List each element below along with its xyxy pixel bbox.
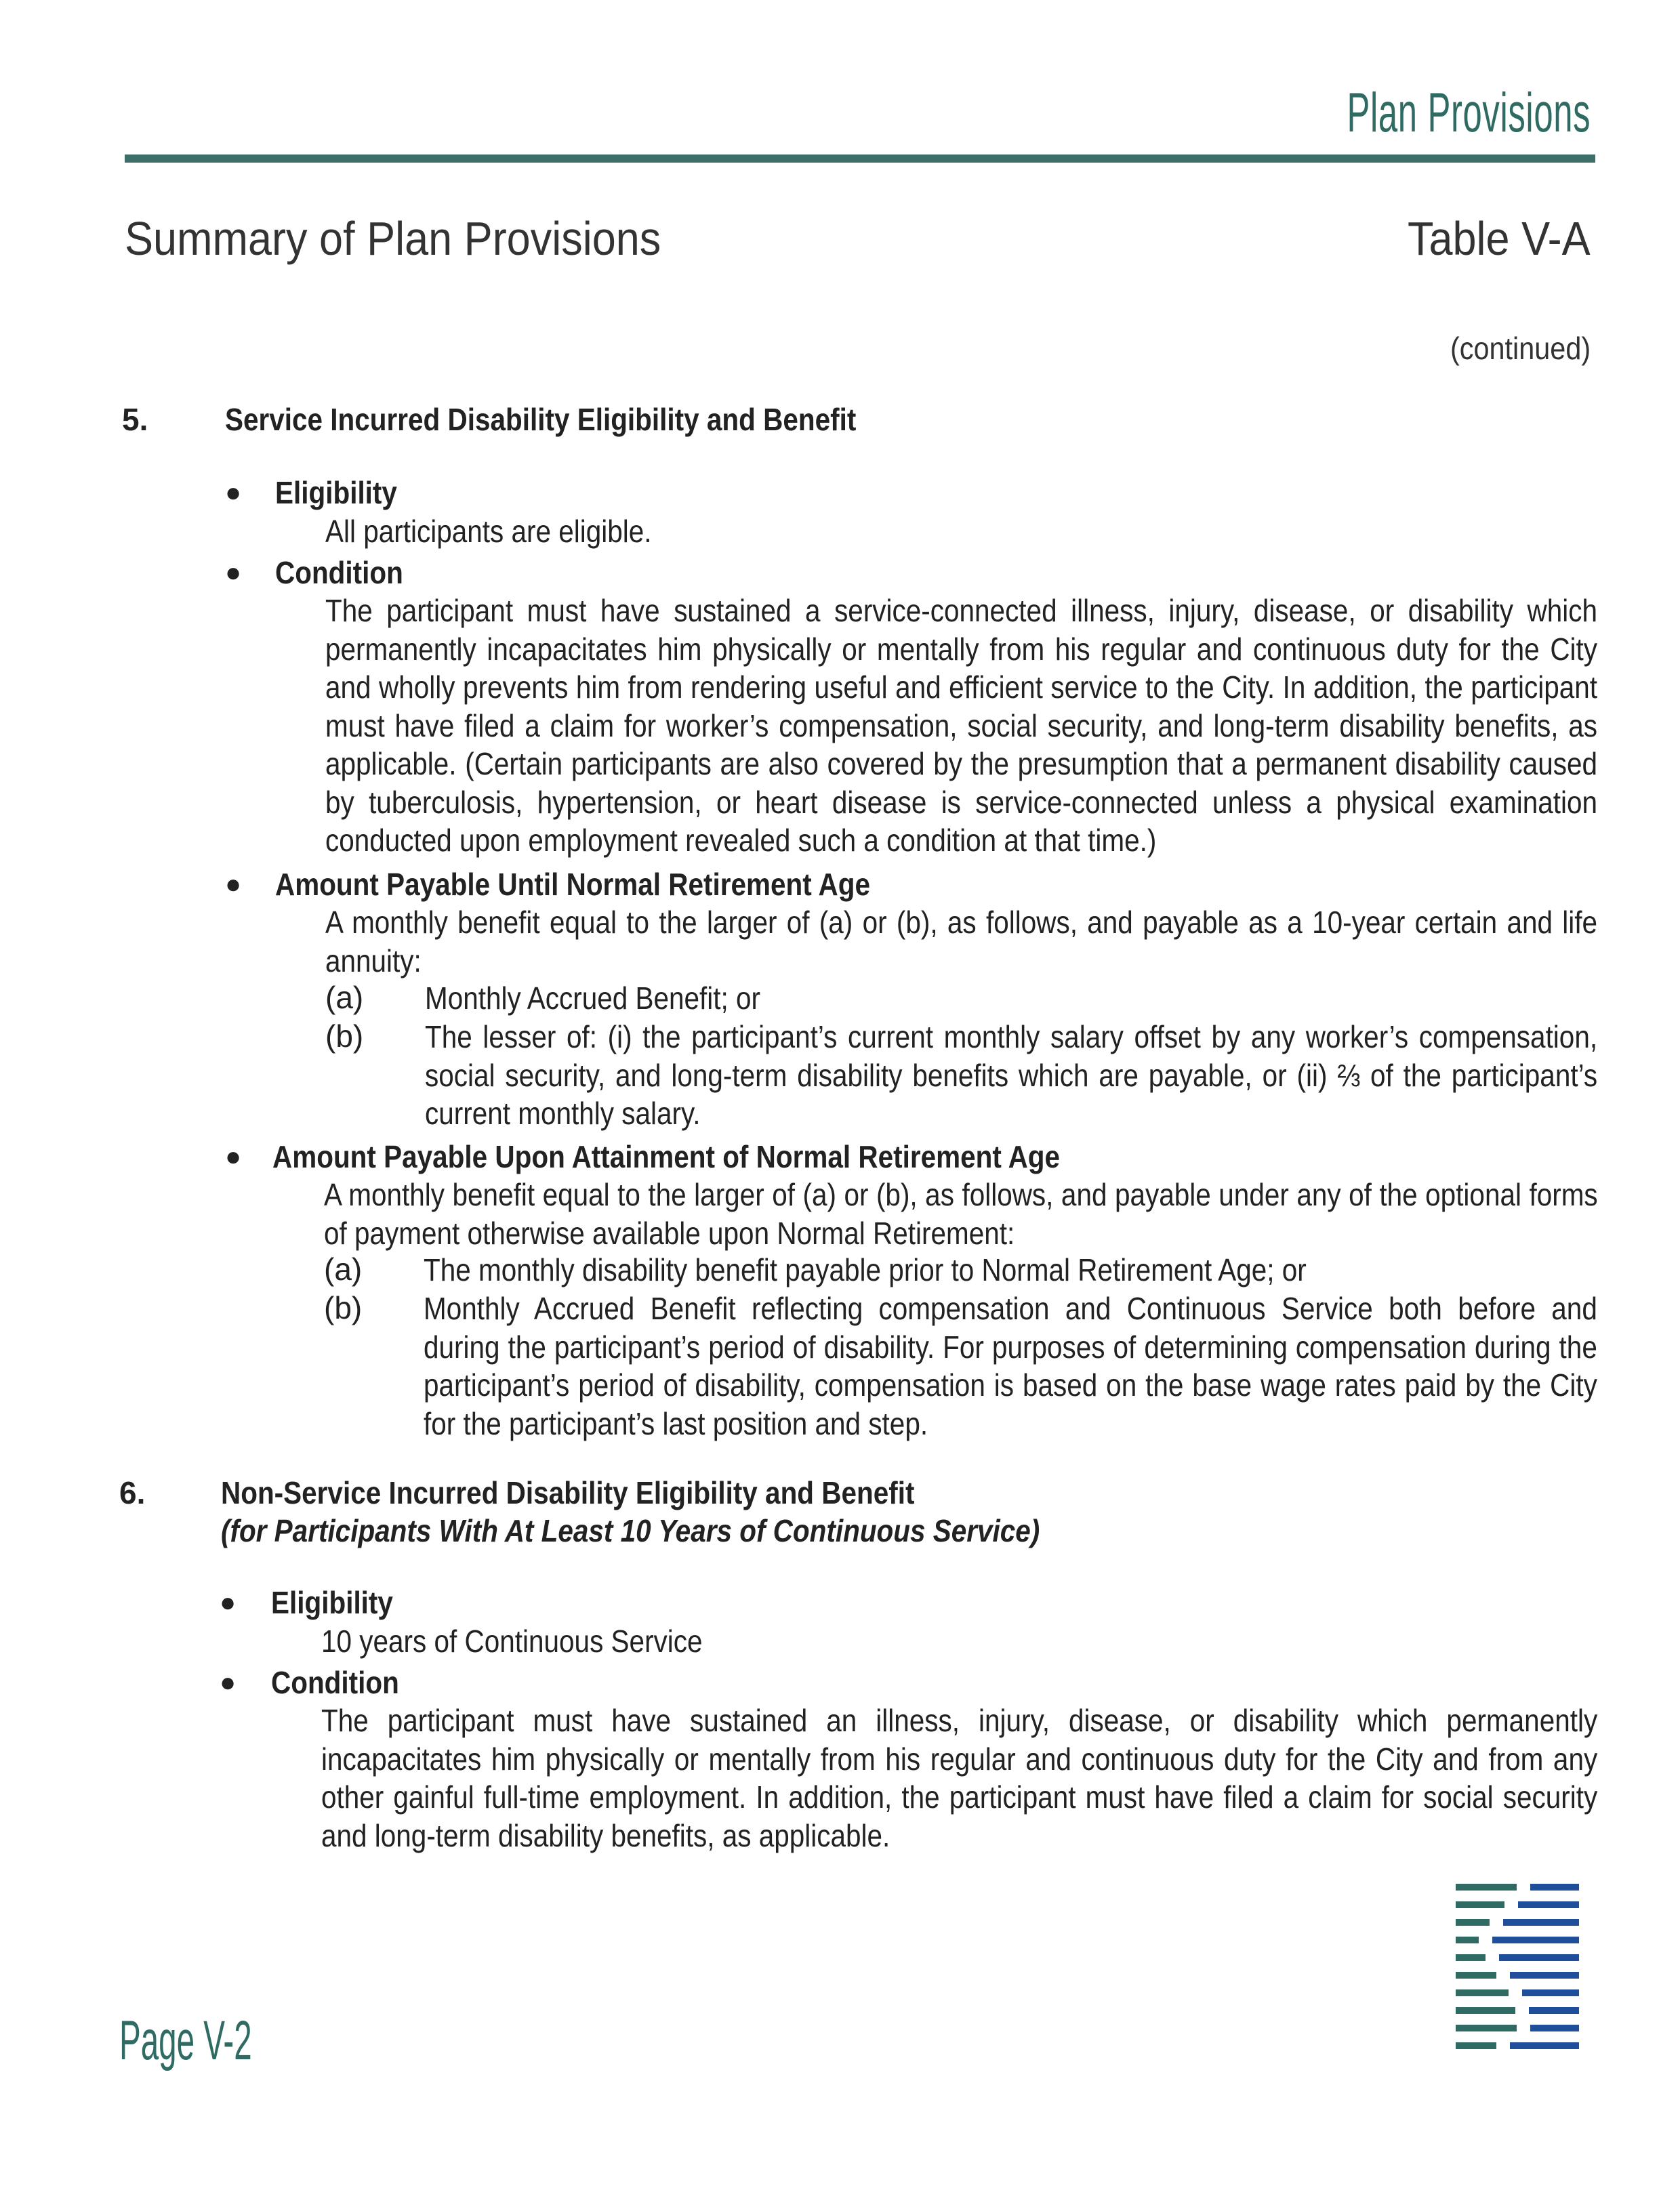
item-heading: Eligibility bbox=[275, 475, 397, 510]
bullet-icon: ● bbox=[225, 558, 242, 587]
bullet-icon: ● bbox=[225, 869, 242, 899]
sub-item-label: (a) bbox=[324, 1252, 363, 1287]
item-heading: Amount Payable Until Normal Retirement Age bbox=[275, 867, 870, 902]
continued-label: (continued) bbox=[1450, 331, 1591, 366]
bullet-icon: ● bbox=[220, 1588, 237, 1617]
item-text: 10 years of Continuous Service bbox=[321, 1624, 703, 1659]
sub-item-text: The lesser of: (i) the participant’s current monthly salary offset by any worker’s compensation, social security, and long-term disability benefits which are payable, or (ii) ⅔ of the participant’s current monthly salary. bbox=[425, 1019, 1598, 1131]
header-section-title: Plan Provisions bbox=[1347, 82, 1591, 144]
page-number: Page V-2 bbox=[119, 2010, 252, 2071]
item-heading: Condition bbox=[275, 555, 403, 590]
item-text: All participants are eligible. bbox=[325, 514, 652, 549]
item-text: A monthly benefit equal to the larger of (a) or (b), as follows, and payable under any of the optional forms of payment otherwise available upon Normal Retirement: bbox=[324, 1177, 1598, 1251]
header-rule bbox=[125, 154, 1595, 163]
section-title: Non-Service Incurred Disability Eligibility and Benefit bbox=[221, 1475, 915, 1510]
bullet-icon: ● bbox=[220, 1668, 237, 1697]
sub-item-text: The monthly disability benefit payable prior to Normal Retirement Age; or bbox=[424, 1252, 1307, 1287]
sub-item-text: Monthly Accrued Benefit reflecting compensation and Continuous Service both before and during the participant’s period of disability. For purposes of determining compensation during the participant’s period of disability, compensation is based on the base wage rates paid by the City for the participant’s last position and step. bbox=[424, 1291, 1597, 1441]
sub-item-label: (b) bbox=[324, 1290, 363, 1325]
section-title: Service Incurred Disability Eligibility and Benefit bbox=[225, 402, 857, 437]
item-text: A monthly benefit equal to the larger of (a) or (b), as follows, and payable as a 10-year certain and life annuity: bbox=[325, 905, 1598, 978]
document-title: Summary of Plan Provisions bbox=[125, 212, 661, 265]
bullet-icon: ● bbox=[225, 478, 242, 508]
item-heading: Amount Payable Upon Attainment of Normal Retirement Age bbox=[272, 1139, 1061, 1174]
item-text: The participant must have sustained an illness, injury, disease, or disability which permanently incapacitates him physically or mentally from his regular and continuous duty for the City and from any other gainful full-time employment. In addition, the participant must have filed a claim for social security and long-term disability benefits, as applicable. bbox=[321, 1703, 1598, 1853]
sub-item-label: (b) bbox=[325, 1018, 364, 1054]
table-id: Table V-A bbox=[1408, 212, 1591, 265]
sub-item-text: Monthly Accrued Benefit; or bbox=[425, 981, 761, 1016]
item-heading: Eligibility bbox=[271, 1585, 393, 1620]
item-text: The participant must have sustained a service-connected illness, injury, disease, or disability which permanently incapacitates him physically or mentally from his regular and continuous duty for the City and wholly prevents him from rendering useful and efficient service to the City. In addition, the participant must have filed a claim for worker’s compensation, social security, and long-term disability benefits, as applicable. (Certain participants are also covered by the presumption that a permanent disability caused by tuberculosis, hypertension, or heart disease is service-connected unless a physical examination conducted upon employment revealed such a condition at that time.) bbox=[325, 593, 1598, 858]
sub-item-label: (a) bbox=[325, 980, 364, 1015]
section-number: 5. bbox=[122, 402, 148, 437]
bullet-icon: ● bbox=[225, 1142, 242, 1172]
company-logo bbox=[1456, 1882, 1579, 2052]
item-heading: Condition bbox=[271, 1665, 399, 1700]
section-number: 6. bbox=[119, 1475, 146, 1510]
section-subtitle: (for Participants With At Least 10 Years of Continuous Service) bbox=[221, 1513, 1040, 1548]
